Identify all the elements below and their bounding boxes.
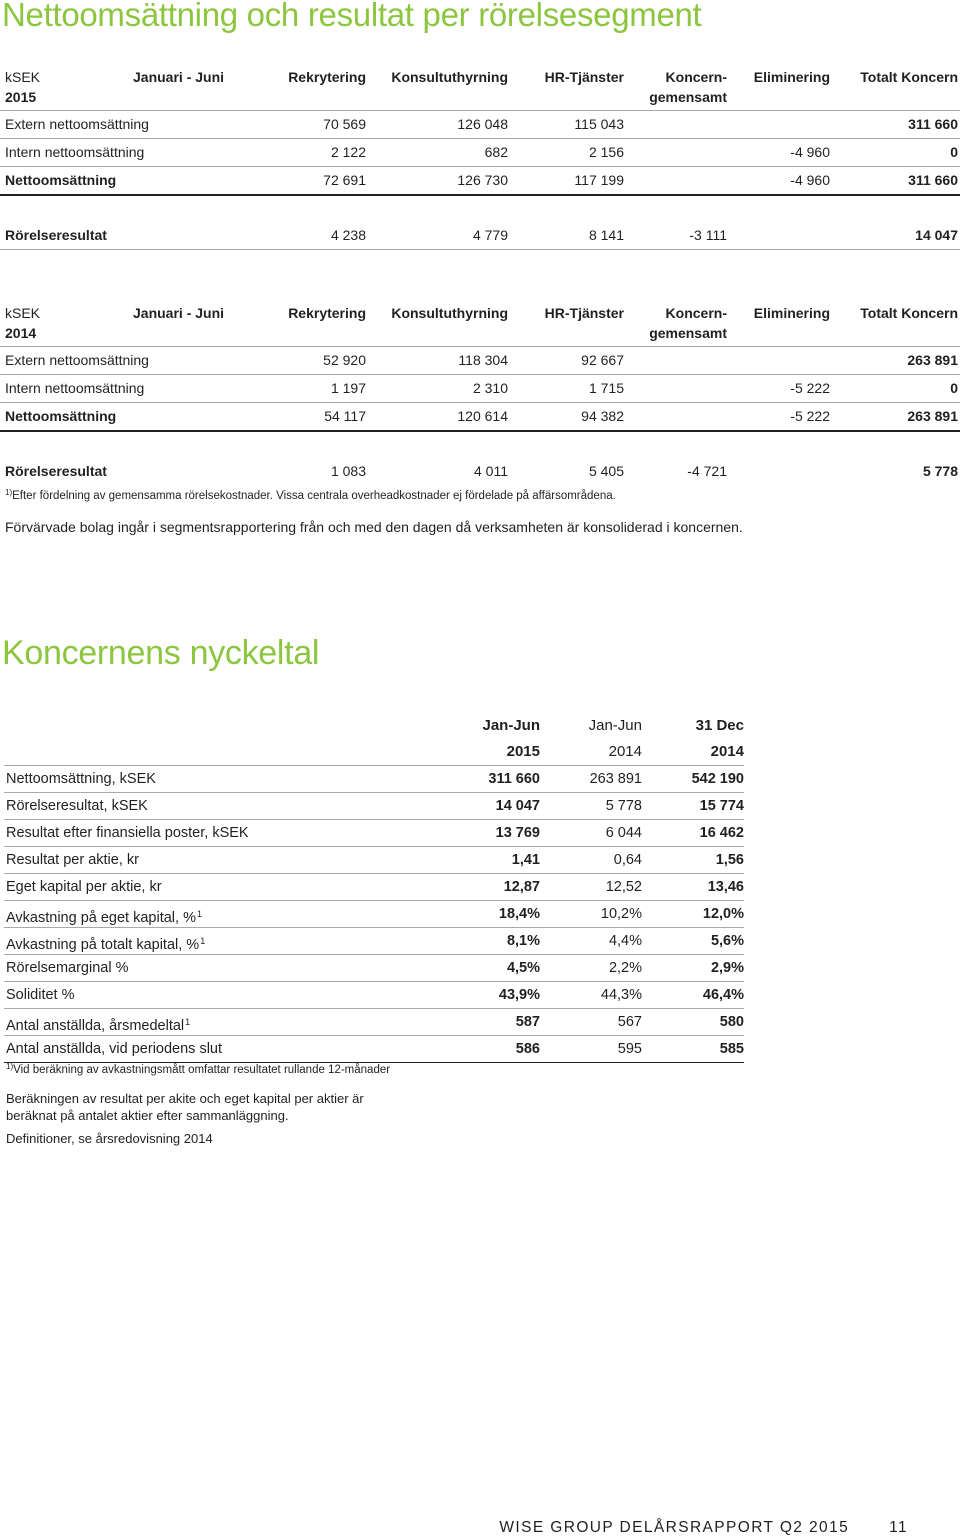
cell-rekrytering: 70 569 — [323, 116, 366, 132]
cell-dec-2014: 15 774 — [699, 798, 744, 814]
koncerngemensamt-header-line2: gemensamt — [649, 325, 727, 341]
cell-hr-tjanster: 5 405 — [588, 463, 624, 479]
hr-tjanster-header: HR-Tjänster — [544, 69, 624, 85]
cell-2015: 4,5% — [506, 960, 540, 976]
cell-koncerngemensamt: -3 111 — [689, 227, 727, 243]
cell-totalt: 263 891 — [907, 352, 958, 368]
cell-2014: 6 044 — [605, 825, 642, 841]
cell-2015: 43,9% — [498, 987, 540, 1003]
unit-label: kSEK — [5, 69, 41, 85]
cell-totalt: 0 — [950, 380, 958, 396]
key-figures-header-row1 — [4, 713, 744, 739]
totalt-koncern-header: Totalt Koncern — [860, 69, 958, 85]
row-label: Antal anställda, vid periodens slut — [6, 1041, 223, 1057]
section-title-key-figures: Koncernens nyckeltal — [2, 634, 320, 672]
table-row — [0, 375, 960, 403]
key-figures-table — [4, 713, 744, 1063]
report-name: WISE GROUP DELÅRSRAPPORT Q2 2015 — [499, 1519, 850, 1536]
totalt-koncern-header: Totalt Koncern — [860, 305, 958, 321]
row-label: Nettoomsättning — [5, 408, 117, 424]
table-row — [0, 222, 960, 250]
cell-dec-2014: 46,4% — [702, 987, 744, 1003]
table-row — [4, 820, 744, 847]
cell-2014: 0,64 — [613, 852, 642, 868]
cell-konsultuthyrning: 2 310 — [472, 380, 508, 396]
row-label: Resultat efter finansiella poster, kSEK — [6, 825, 249, 841]
cell-eliminering: -5 222 — [790, 380, 830, 396]
koncerngemensamt-header-line2: gemensamt — [649, 89, 727, 105]
table-row — [4, 982, 744, 1009]
cell-2014: 567 — [617, 1014, 642, 1030]
cell-rekrytering: 72 691 — [323, 172, 366, 188]
col3-period-header: 31 Dec — [695, 717, 744, 734]
cell-totalt: 311 660 — [908, 172, 958, 188]
cell-2015: 1,41 — [511, 852, 540, 868]
key-figures-footnote — [6, 1062, 390, 1076]
col3-year-header: 2014 — [710, 743, 744, 760]
cell-hr-tjanster: 117 199 — [574, 172, 624, 188]
table-row — [4, 874, 744, 901]
cell-2014: 595 — [617, 1041, 642, 1057]
row-label: Rörelseresultat — [5, 463, 107, 479]
footnote-mark: 1) — [5, 488, 13, 497]
cell-eliminering: -4 960 — [790, 172, 830, 188]
konsultuthyrning-header: Konsultuthyrning — [391, 69, 508, 85]
cell-hr-tjanster: 8 141 — [588, 227, 624, 243]
acquisition-note: Förvärvade bolag ingår i segmentsrapportering från och med den dagen då verksamheten är konsoliderad i koncernen. — [5, 519, 743, 535]
cell-dec-2014: 580 — [719, 1014, 744, 1030]
table-row — [4, 901, 744, 928]
period-header: Januari - Juni — [133, 305, 225, 321]
table-row — [0, 167, 960, 196]
row-label: Soliditet % — [6, 987, 75, 1003]
eliminering-header: Eliminering — [753, 69, 830, 85]
page-footer — [499, 1519, 908, 1537]
footnote-mark: 1) — [6, 1062, 14, 1071]
table-row — [0, 139, 960, 167]
col2-year-header: 2014 — [608, 743, 642, 760]
cell-hr-tjanster: 94 382 — [581, 408, 624, 424]
cell-rekrytering: 2 122 — [330, 144, 366, 160]
segment-table-2015 — [0, 68, 960, 250]
cell-hr-tjanster: 2 156 — [588, 144, 624, 160]
segment-table-2014 — [0, 304, 960, 485]
segment-footnote — [5, 488, 616, 502]
cell-rekrytering: 1 197 — [330, 380, 366, 396]
col1-year-header: 2015 — [506, 743, 540, 760]
row-label: Nettoomsättning — [5, 172, 117, 188]
row-label: Rörelsemarginal % — [6, 960, 129, 976]
definitions-note: Definitioner, se årsredovisning 2014 — [6, 1131, 213, 1146]
calculation-note: Beräkningen av resultat per akite och eget kapital per aktier är beräknat på antalet aktier efter sammanläggning. — [6, 1091, 364, 1123]
key-figures-header-row2 — [4, 739, 744, 765]
table-row — [4, 793, 744, 820]
table-row — [0, 403, 960, 432]
row-label: Extern nettoomsättning — [5, 116, 149, 132]
row-label: Extern nettoomsättning — [5, 352, 149, 368]
table-row — [0, 347, 960, 375]
cell-2015: 587 — [515, 1014, 540, 1030]
rekrytering-header: Rekrytering — [288, 305, 366, 321]
col2-period-header: Jan-Jun — [588, 717, 642, 734]
table-row — [0, 111, 960, 139]
cell-koncerngemensamt: -4 721 — [687, 463, 727, 479]
cell-rekrytering: 54 117 — [324, 408, 366, 424]
row-label: Eget kapital per aktie, kr — [6, 879, 162, 895]
cell-2014: 10,2% — [600, 906, 642, 922]
cell-totalt: 14 047 — [915, 227, 958, 243]
row-label: Intern nettoomsättning — [5, 380, 145, 396]
table-header — [0, 304, 960, 347]
cell-rekrytering: 52 920 — [323, 352, 366, 368]
year-label: 2014 — [5, 325, 37, 341]
cell-eliminering: -5 222 — [790, 408, 830, 424]
table-row — [4, 955, 744, 982]
table-row — [4, 1009, 744, 1036]
cell-rekrytering: 1 083 — [330, 463, 366, 479]
cell-2015: 14 047 — [495, 798, 540, 814]
table-row — [4, 765, 744, 793]
cell-konsultuthyrning: 120 614 — [457, 408, 508, 424]
cell-konsultuthyrning: 4 011 — [474, 463, 508, 479]
table-row — [0, 458, 960, 485]
cell-2015: 13 769 — [495, 825, 540, 841]
row-label: Resultat per aktie, kr — [6, 852, 139, 868]
cell-2015: 311 660 — [488, 771, 540, 787]
col1-period-header: Jan-Jun — [482, 717, 540, 734]
cell-dec-2014: 585 — [719, 1041, 744, 1057]
page-number: 11 — [889, 1519, 908, 1536]
unit-label: kSEK — [5, 305, 41, 321]
konsultuthyrning-header: Konsultuthyrning — [391, 305, 508, 321]
cell-2014: 263 891 — [589, 771, 642, 787]
cell-totalt: 311 660 — [908, 116, 958, 132]
hr-tjanster-header: HR-Tjänster — [544, 305, 624, 321]
cell-konsultuthyrning: 126 048 — [457, 116, 508, 132]
page-title: Nettoomsättning och resultat per rörelsesegment — [2, 0, 702, 33]
period-header: Januari - Juni — [133, 69, 225, 85]
row-label: Nettoomsättning, kSEK — [6, 771, 156, 787]
cell-2014: 5 778 — [605, 798, 642, 814]
row-label: Antal anställda, årsmedeltal$^1$ — [6, 1017, 191, 1034]
footnote-ref: 1 — [200, 936, 206, 946]
cell-hr-tjanster: 1 715 — [588, 380, 624, 396]
cell-hr-tjanster: 115 043 — [574, 116, 624, 132]
cell-2015: 8,1% — [506, 933, 540, 949]
year-label: 2015 — [5, 89, 37, 105]
koncerngemensamt-header-line1: Koncern- — [665, 69, 727, 85]
cell-dec-2014: 5,6% — [710, 933, 744, 949]
eliminering-header: Eliminering — [753, 305, 830, 321]
table-row — [4, 1036, 744, 1063]
cell-konsultuthyrning: 682 — [484, 144, 508, 160]
cell-eliminering: -4 960 — [790, 144, 830, 160]
rekrytering-header: Rekrytering — [288, 69, 366, 85]
cell-dec-2014: 13,46 — [707, 879, 744, 895]
cell-totalt: 0 — [950, 144, 958, 160]
cell-2014: 4,4% — [608, 933, 642, 949]
footnote-ref: 1 — [196, 909, 202, 919]
footnote-ref: 1 — [185, 1017, 191, 1027]
table-row — [4, 847, 744, 874]
table-header — [0, 68, 960, 111]
cell-2014: 12,52 — [605, 879, 642, 895]
cell-2014: 44,3% — [600, 987, 642, 1003]
cell-konsultuthyrning: 126 730 — [457, 172, 508, 188]
cell-2015: 12,87 — [503, 879, 540, 895]
cell-rekrytering: 4 238 — [330, 227, 366, 243]
row-label: Intern nettoomsättning — [5, 144, 145, 160]
koncerngemensamt-header-line1: Koncern- — [665, 305, 727, 321]
cell-totalt: 5 778 — [922, 463, 958, 479]
footnote-text: Efter fördelning av gemensamma rörelsekostnader. Vissa centrala overheadkostnader ej fördelade på affärsområdena. — [12, 490, 616, 502]
row-label: Rörelseresultat, kSEK — [6, 798, 148, 814]
cell-konsultuthyrning: 4 779 — [472, 227, 508, 243]
footnote-text: Vid beräkning av avkastningsmått omfattar resultatet rullande 12-månader — [13, 1064, 391, 1076]
cell-konsultuthyrning: 118 304 — [458, 352, 508, 368]
cell-2015: 18,4% — [498, 906, 540, 922]
cell-totalt: 263 891 — [907, 408, 958, 424]
table-row — [4, 928, 744, 955]
cell-dec-2014: 2,9% — [710, 960, 744, 976]
row-label: Avkastning på eget kapital, %$^1$ — [6, 909, 202, 926]
cell-dec-2014: 1,56 — [715, 852, 744, 868]
cell-dec-2014: 542 190 — [691, 771, 744, 787]
cell-hr-tjanster: 92 667 — [581, 352, 624, 368]
cell-dec-2014: 16 462 — [699, 825, 744, 841]
cell-dec-2014: 12,0% — [702, 906, 744, 922]
row-label: Avkastning på totalt kapital, %$^1$ — [6, 936, 206, 953]
row-label: Rörelseresultat — [5, 227, 107, 243]
cell-2014: 2,2% — [608, 960, 642, 976]
cell-2015: 586 — [515, 1041, 540, 1057]
